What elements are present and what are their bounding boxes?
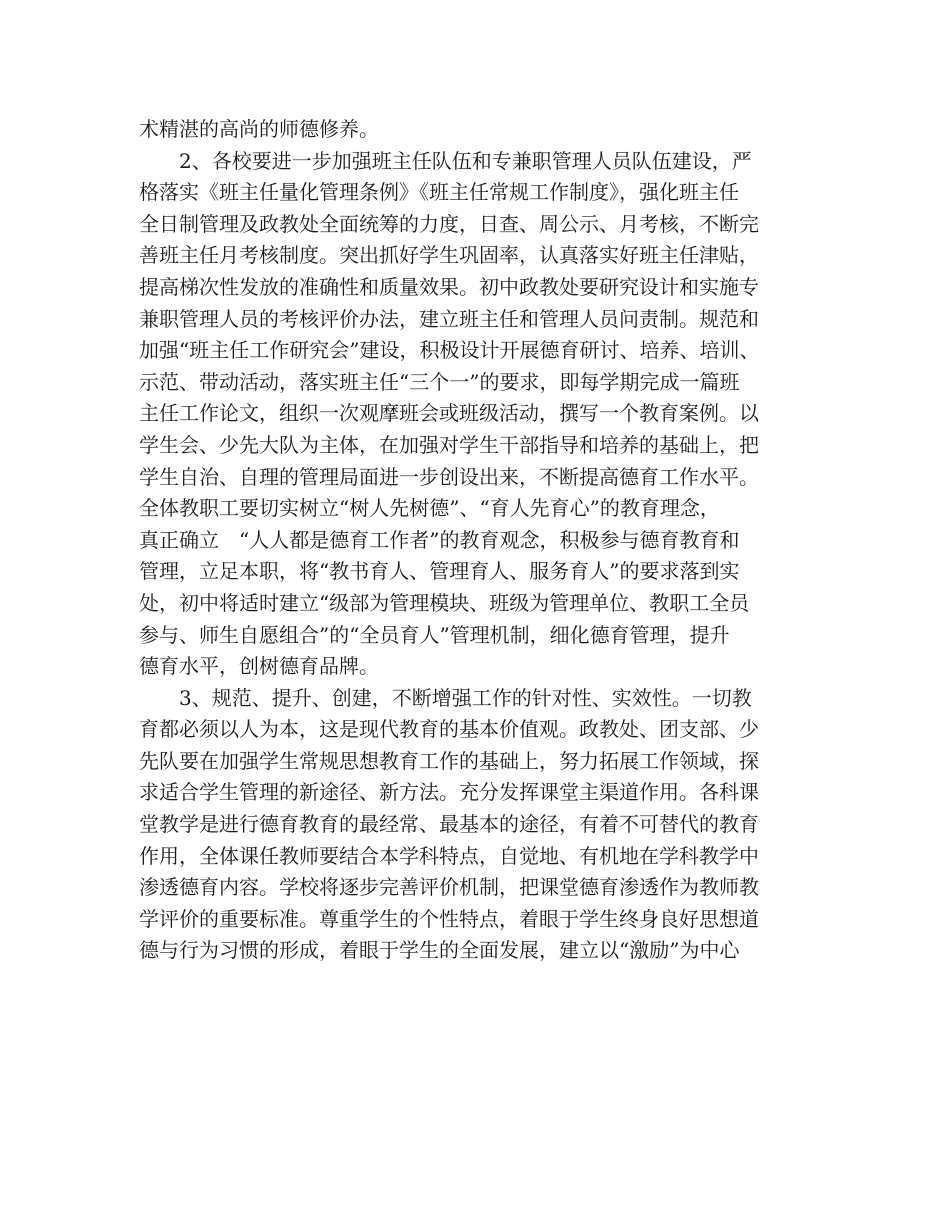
text-line: 管理，立足本职，将“教书育人、管理育人、服务育人”的要求落到实 <box>139 559 740 584</box>
text-line: 真正确立 “人人都是德育工作者”的教育观念，积极参与德育教育和 <box>139 527 740 552</box>
text-line: 德育水平，创树德育品牌。 <box>139 654 379 679</box>
text-line: 善班主任月考核制度。突出抓好学生巩固率，认真落实好班主任津贴， <box>139 243 759 268</box>
text-line: 学生会、少先大队为主体，在加强对学生干部指导和培养的基础上，把 <box>139 432 759 457</box>
text-line: 3、规范、提升、创建，不断增强工作的针对性、实效性。一切教 <box>179 685 752 710</box>
text-line: 提高梯次性发放的准确性和质量效果。初中政教处要研究设计和实施专 <box>139 274 759 299</box>
text-line: 兼职管理人员的考核评价办法，建立班主任和管理人员问责制。规范和 <box>139 306 759 331</box>
text-line: 全日制管理及政教处全面统筹的力度，日查、周公示、月考核，不断完 <box>139 211 759 236</box>
text-line: 德与行为习惯的形成，着眼于学生的全面发展，建立以“激励”为中心 <box>139 938 740 963</box>
document-body-text <box>139 114 819 967</box>
text-line: 学评价的重要标准。尊重学生的个性特点，着眼于学生终身良好思想道 <box>139 906 759 931</box>
text-line: 处，初中将适时建立“级部为管理模块、班级为管理单位、教职工全员 <box>139 590 750 615</box>
text-line: 2、各校要进一步加强班主任队伍和专兼职管理人员队伍建设，严 <box>179 148 752 173</box>
text-line: 示范、带动活动，落实班主任“三个一”的要求，即每学期完成一篇班 <box>139 369 740 394</box>
text-line: 先队要在加强学生常规思想教育工作的基础上，努力拓展工作领域，探 <box>139 748 759 773</box>
text-line: 全体教职工要切实树立“树人先树德”、“育人先育心”的教育理念， <box>139 496 720 521</box>
text-line: 求适合学生管理的新途径、新方法。充分发挥课堂主渠道作用。各科课 <box>139 780 759 805</box>
text-line: 格落实《班主任量化管理条例》《班主任常规工作制度》，强化班主任 <box>139 180 739 205</box>
text-line: 主任工作论文，组织一次观摩班会或班级活动，撰写一个教育案例。以 <box>139 401 759 426</box>
text-line: 作用，全体课任教师要结合本学科特点，自觉地、有机地在学科教学中 <box>139 843 759 868</box>
text-line: 术精湛的高尚的师德修养。 <box>139 117 379 141</box>
text-line: 育都必须以人为本，这是现代教育的基本价值观。政教处、团支部、少 <box>139 717 759 742</box>
text-line: 堂教学是进行德育教育的最经常、最基本的途径，有着不可替代的教育 <box>139 812 759 837</box>
text-line: 渗透德育内容。学校将逐步完善评价机制，把课堂德育渗透作为教师教 <box>139 875 759 900</box>
text-line: 学生自治、自理的管理局面进一步创设出来，不断提高德育工作水平。 <box>139 464 759 489</box>
text-line: 加强“班主任工作研究会”建设，积极设计开展德育研讨、培养、培训、 <box>139 338 760 363</box>
text-line: 参与、师生自愿组合”的“全员育人”管理机制，细化德育管理，提升 <box>139 622 730 647</box>
